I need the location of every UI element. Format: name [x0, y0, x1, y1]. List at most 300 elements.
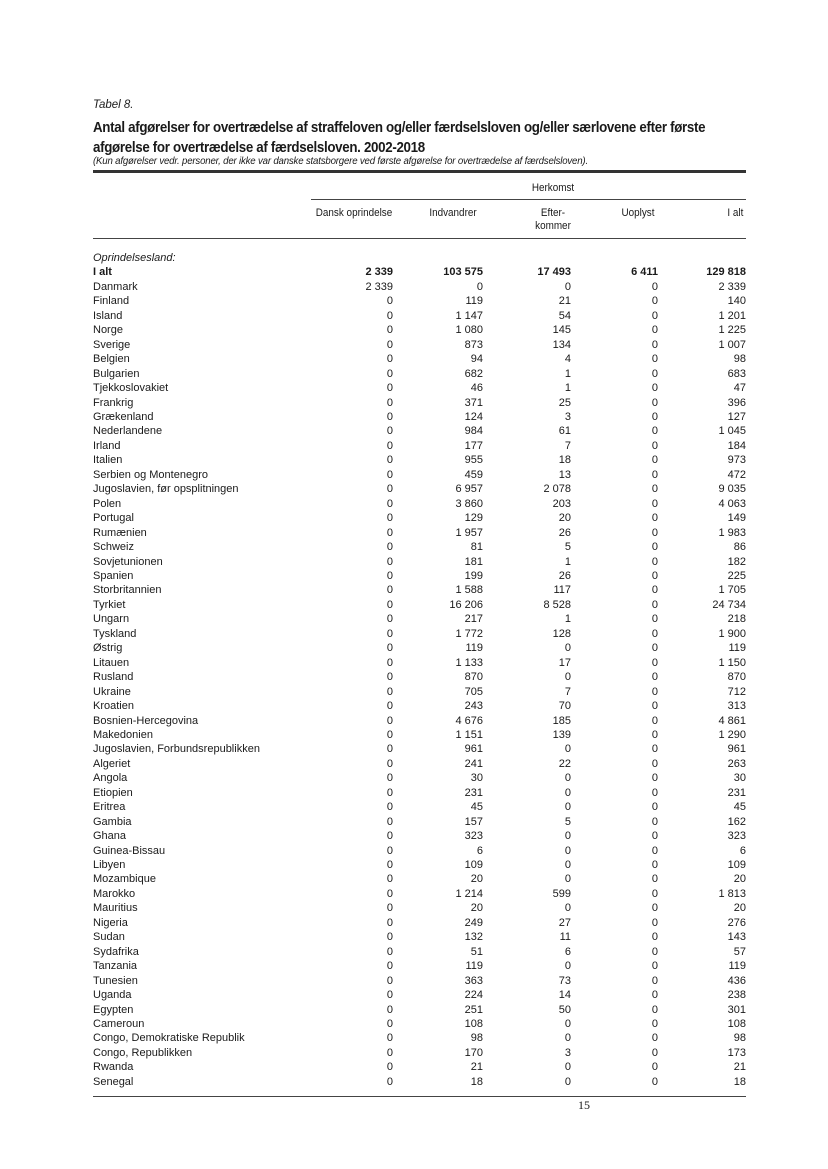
- table-row: [93, 714, 746, 728]
- cell-dansk-oprindelse: 0: [386, 714, 393, 727]
- country-name: Frankrig: [93, 396, 134, 409]
- table-row: [93, 555, 746, 569]
- cell-indvandrer: 46: [470, 382, 483, 395]
- cell-indvandrer: 94: [470, 353, 483, 366]
- cell-uoplyst: 0: [651, 743, 658, 756]
- data-table: [93, 251, 746, 1089]
- cell-efterkommer: 17 493: [537, 266, 571, 279]
- cell-indvandrer: 20: [470, 902, 483, 915]
- cell-i-alt: 109: [727, 859, 746, 872]
- cell-i-alt: 149: [727, 512, 746, 525]
- cell-dansk-oprindelse: 0: [386, 324, 393, 337]
- country-name: Uganda: [93, 989, 132, 1002]
- country-name: Litauen: [93, 656, 130, 669]
- country-name: Jugoslavien, før opsplitningen: [93, 483, 239, 496]
- country-name: Polen: [93, 497, 122, 510]
- cell-indvandrer: 371: [464, 396, 483, 409]
- table-row: [93, 410, 746, 424]
- cell-efterkommer: 0: [564, 786, 571, 799]
- table-row: [93, 439, 746, 453]
- top-rule: [93, 170, 746, 173]
- cell-dansk-oprindelse: 0: [386, 338, 393, 351]
- cell-i-alt: 301: [727, 1003, 746, 1016]
- country-name: Angola: [93, 772, 128, 785]
- cell-efterkommer: 61: [558, 425, 571, 438]
- cell-indvandrer: 124: [464, 410, 483, 423]
- cell-efterkommer: 0: [564, 1061, 571, 1074]
- cell-indvandrer: 51: [470, 945, 483, 958]
- cell-dansk-oprindelse: 0: [386, 483, 393, 496]
- cell-uoplyst: 0: [651, 757, 658, 770]
- country-name: Marokko: [93, 887, 136, 900]
- cell-i-alt: 127: [727, 410, 746, 423]
- cell-efterkommer: 20: [558, 512, 571, 525]
- cell-dansk-oprindelse: 0: [386, 1061, 393, 1074]
- table-row: [93, 901, 746, 915]
- table-row: [93, 800, 746, 814]
- table-row: [93, 1031, 746, 1045]
- cell-uoplyst: 0: [651, 945, 658, 958]
- table-row: [93, 280, 746, 294]
- cell-indvandrer: 961: [464, 743, 483, 756]
- cell-uoplyst: 0: [651, 627, 658, 640]
- cell-efterkommer: 0: [564, 801, 571, 814]
- cell-dansk-oprindelse: 0: [386, 1046, 393, 1059]
- cell-dansk-oprindelse: 0: [386, 541, 393, 554]
- cell-uoplyst: 0: [651, 960, 658, 973]
- cell-efterkommer: 4: [564, 353, 571, 366]
- country-name: Sudan: [93, 931, 125, 944]
- cell-dansk-oprindelse: 0: [386, 887, 393, 900]
- cell-dansk-oprindelse: 0: [386, 700, 393, 713]
- cell-i-alt: 108: [727, 1018, 746, 1031]
- cell-uoplyst: 0: [651, 569, 658, 582]
- country-name: Tanzania: [93, 960, 138, 973]
- cell-i-alt: 98: [733, 353, 746, 366]
- cell-i-alt: 4 861: [718, 714, 746, 727]
- cell-uoplyst: 0: [651, 801, 658, 814]
- cell-dansk-oprindelse: 0: [386, 830, 393, 843]
- country-name: Tjekkoslovakiet: [93, 382, 169, 395]
- cell-dansk-oprindelse: 0: [386, 1018, 393, 1031]
- cell-i-alt: 1 150: [718, 656, 746, 669]
- cell-uoplyst: 0: [651, 1003, 658, 1016]
- cell-uoplyst: 0: [651, 815, 658, 828]
- cell-i-alt: 184: [727, 439, 746, 452]
- table-row: [93, 569, 746, 583]
- country-name: Rwanda: [93, 1061, 134, 1074]
- cell-uoplyst: 0: [651, 656, 658, 669]
- table-row: [93, 742, 746, 756]
- cell-uoplyst: 0: [651, 887, 658, 900]
- section-row: [93, 251, 746, 265]
- country-name: Bosnien-Hercegovina: [93, 714, 199, 727]
- cell-efterkommer: 3: [564, 1046, 571, 1059]
- country-name: Rusland: [93, 671, 134, 684]
- cell-uoplyst: 0: [651, 931, 658, 944]
- cell-indvandrer: 705: [464, 685, 483, 698]
- cell-indvandrer: 81: [470, 541, 483, 554]
- country-name: Libyen: [93, 859, 126, 872]
- table-row: [93, 482, 746, 496]
- group-header-herkomst: Herkomst: [531, 182, 575, 194]
- country-name: Tunesien: [93, 974, 138, 987]
- cell-dansk-oprindelse: 0: [386, 526, 393, 539]
- cell-i-alt: 20: [733, 873, 746, 886]
- cell-dansk-oprindelse: 0: [386, 627, 393, 640]
- cell-efterkommer: 0: [564, 671, 571, 684]
- cell-uoplyst: 0: [651, 859, 658, 872]
- cell-uoplyst: 0: [651, 873, 658, 886]
- cell-indvandrer: 45: [470, 801, 483, 814]
- cell-i-alt: 140: [727, 295, 746, 308]
- column-header-i-alt: I alt: [727, 207, 744, 219]
- cell-uoplyst: 0: [651, 1061, 658, 1074]
- table-row: [93, 656, 746, 670]
- table-row: [93, 844, 746, 858]
- cell-efterkommer: 13: [558, 468, 571, 481]
- cell-indvandrer: 170: [464, 1046, 483, 1059]
- table-row: [93, 526, 746, 540]
- cell-i-alt: 119: [728, 960, 746, 973]
- column-header-dansk: Dansk oprindelse: [315, 207, 393, 219]
- cell-efterkommer: 26: [558, 569, 571, 582]
- cell-i-alt: 6: [739, 844, 746, 857]
- cell-uoplyst: 0: [651, 555, 658, 568]
- cell-indvandrer: 6 957: [455, 483, 483, 496]
- cell-dansk-oprindelse: 0: [386, 613, 393, 626]
- cell-indvandrer: 241: [464, 757, 483, 770]
- cell-efterkommer: 18: [558, 454, 571, 467]
- country-name: Spanien: [93, 569, 134, 582]
- cell-uoplyst: 0: [651, 1075, 658, 1088]
- cell-efterkommer: 2 078: [543, 483, 571, 496]
- table-row: [93, 670, 746, 684]
- cell-dansk-oprindelse: 0: [386, 931, 393, 944]
- table-row: [93, 829, 746, 843]
- table-row: [93, 887, 746, 901]
- country-name: I alt: [93, 266, 112, 279]
- cell-efterkommer: 0: [564, 280, 571, 293]
- cell-i-alt: 47: [733, 382, 746, 395]
- table-row: [93, 728, 746, 742]
- cell-dansk-oprindelse: 0: [386, 656, 393, 669]
- cell-efterkommer: 8 528: [543, 598, 571, 611]
- country-name: Sverige: [93, 338, 131, 351]
- cell-uoplyst: 0: [651, 295, 658, 308]
- table-row: [93, 945, 746, 959]
- cell-uoplyst: 0: [651, 425, 658, 438]
- country-name: Senegal: [93, 1075, 134, 1088]
- table-row: [93, 974, 746, 988]
- table-row: [93, 815, 746, 829]
- cell-indvandrer: 955: [464, 454, 483, 467]
- cell-i-alt: 21: [733, 1061, 746, 1074]
- cell-indvandrer: 199: [464, 569, 483, 582]
- cell-indvandrer: 132: [464, 931, 483, 944]
- table-row: [93, 497, 746, 511]
- country-name: Norge: [93, 324, 123, 337]
- table-row: [93, 699, 746, 713]
- country-name: Irland: [93, 439, 121, 452]
- cell-efterkommer: 7: [564, 685, 571, 698]
- table-row: [93, 771, 746, 785]
- cell-i-alt: 18: [733, 1075, 746, 1088]
- cell-i-alt: 712: [727, 685, 746, 698]
- cell-dansk-oprindelse: 0: [386, 555, 393, 568]
- cell-dansk-oprindelse: 0: [386, 295, 393, 308]
- cell-efterkommer: 3: [564, 410, 571, 423]
- cell-uoplyst: 0: [651, 1032, 658, 1045]
- cell-uoplyst: 0: [651, 512, 658, 525]
- cell-i-alt: 218: [727, 613, 746, 626]
- country-name: Kroatien: [93, 700, 134, 713]
- cell-i-alt: 870: [727, 671, 746, 684]
- cell-indvandrer: 873: [464, 338, 483, 351]
- cell-i-alt: 1 045: [718, 425, 746, 438]
- table-row: [93, 959, 746, 973]
- country-name: Storbritannien: [93, 584, 162, 597]
- cell-i-alt: 4 063: [718, 497, 746, 510]
- country-name: Bulgarien: [93, 367, 140, 380]
- table-label: Tabel 8.: [93, 99, 134, 111]
- cell-indvandrer: 98: [470, 1032, 483, 1045]
- table-row: [93, 1003, 746, 1017]
- country-name: Grækenland: [93, 410, 154, 423]
- table-row: [93, 294, 746, 308]
- cell-indvandrer: 3 860: [455, 497, 483, 510]
- cell-dansk-oprindelse: 0: [386, 685, 393, 698]
- cell-uoplyst: 0: [651, 844, 658, 857]
- cell-efterkommer: 25: [558, 396, 571, 409]
- cell-i-alt: 1 705: [718, 584, 746, 597]
- cell-i-alt: 86: [733, 541, 746, 554]
- cell-i-alt: 436: [727, 974, 746, 987]
- cell-uoplyst: 0: [651, 671, 658, 684]
- cell-efterkommer: 1: [564, 613, 571, 626]
- country-name: Mauritius: [93, 902, 138, 915]
- cell-efterkommer: 0: [564, 1018, 571, 1031]
- cell-i-alt: 182: [727, 555, 746, 568]
- cell-indvandrer: 119: [465, 642, 483, 655]
- table-title: Antal afgørelser for overtrædelse af straffeloven og/eller færdselsloven og/eller særlovene efter første afgørelse for overtrædelse af færdselsloven. 2002-2018: [93, 120, 706, 156]
- table-row: [93, 424, 746, 438]
- table-row: [93, 757, 746, 771]
- country-name: Island: [93, 309, 123, 322]
- cell-dansk-oprindelse: 2 339: [365, 280, 393, 293]
- cell-i-alt: 1 813: [718, 887, 746, 900]
- cell-i-alt: 323: [727, 830, 746, 843]
- cell-indvandrer: 18: [470, 1075, 483, 1088]
- cell-dansk-oprindelse: 0: [386, 989, 393, 1002]
- cell-indvandrer: 103 575: [443, 266, 483, 279]
- country-name: Belgien: [93, 353, 130, 366]
- cell-indvandrer: 109: [464, 859, 483, 872]
- cell-indvandrer: 1 080: [455, 324, 483, 337]
- cell-uoplyst: 0: [651, 396, 658, 409]
- cell-indvandrer: 20: [470, 873, 483, 886]
- table-row: [93, 1075, 746, 1089]
- cell-dansk-oprindelse: 0: [386, 367, 393, 380]
- country-name: Nigeria: [93, 916, 128, 929]
- cell-i-alt: 238: [727, 989, 746, 1002]
- cell-dansk-oprindelse: 0: [386, 382, 393, 395]
- cell-uoplyst: 0: [651, 454, 658, 467]
- cell-uoplyst: 0: [651, 584, 658, 597]
- cell-i-alt: 57: [733, 945, 746, 958]
- table-row: [93, 1017, 746, 1031]
- cell-i-alt: 1 900: [718, 627, 746, 640]
- cell-uoplyst: 0: [651, 541, 658, 554]
- table-row: [93, 511, 746, 525]
- table-row: [93, 916, 746, 930]
- cell-indvandrer: 323: [464, 830, 483, 843]
- table-row: [93, 1060, 746, 1074]
- cell-dansk-oprindelse: 0: [386, 497, 393, 510]
- cell-uoplyst: 0: [651, 830, 658, 843]
- cell-uoplyst: 0: [651, 353, 658, 366]
- cell-efterkommer: 11: [559, 931, 571, 944]
- table-row: [93, 786, 746, 800]
- group-header-rule: [311, 199, 746, 200]
- cell-dansk-oprindelse: 0: [386, 1003, 393, 1016]
- cell-dansk-oprindelse: 0: [386, 801, 393, 814]
- header-bottom-rule: [93, 238, 746, 239]
- cell-efterkommer: 0: [564, 859, 571, 872]
- cell-uoplyst: 0: [651, 613, 658, 626]
- cell-i-alt: 396: [727, 396, 746, 409]
- cell-dansk-oprindelse: 2 339: [365, 266, 393, 279]
- country-name: Etiopien: [93, 786, 133, 799]
- bottom-rule: [93, 1096, 746, 1097]
- country-name: Sovjetunionen: [93, 555, 163, 568]
- country-name: Serbien og Montenegro: [93, 468, 208, 481]
- cell-efterkommer: 203: [552, 497, 571, 510]
- table-row: [93, 540, 746, 554]
- cell-indvandrer: 1 214: [455, 887, 483, 900]
- column-header-uoplyst: Uoplyst: [621, 207, 655, 219]
- cell-i-alt: 24 734: [712, 598, 746, 611]
- cell-uoplyst: 0: [651, 642, 658, 655]
- cell-efterkommer: 27: [558, 916, 571, 929]
- country-name: Tyskland: [93, 627, 137, 640]
- table-row: [93, 468, 746, 482]
- cell-dansk-oprindelse: 0: [386, 598, 393, 611]
- cell-i-alt: 276: [727, 916, 746, 929]
- cell-i-alt: 1 007: [718, 338, 746, 351]
- country-name: Ghana: [93, 830, 127, 843]
- cell-uoplyst: 0: [651, 483, 658, 496]
- cell-indvandrer: 243: [464, 700, 483, 713]
- page-number: 15: [578, 1098, 590, 1112]
- cell-dansk-oprindelse: 0: [386, 859, 393, 872]
- cell-efterkommer: 21: [558, 295, 571, 308]
- table-row: [93, 612, 746, 626]
- cell-efterkommer: 0: [564, 1032, 571, 1045]
- cell-uoplyst: 0: [651, 598, 658, 611]
- cell-efterkommer: 6: [564, 945, 571, 958]
- table-row: [93, 352, 746, 366]
- cell-i-alt: 98: [733, 1032, 746, 1045]
- column-header-efterkommer: Efter- kommer: [535, 207, 571, 232]
- cell-dansk-oprindelse: 0: [386, 873, 393, 886]
- cell-dansk-oprindelse: 0: [386, 454, 393, 467]
- cell-dansk-oprindelse: 0: [386, 671, 393, 684]
- table-row: [93, 338, 746, 352]
- country-name: Italien: [93, 454, 123, 467]
- cell-indvandrer: 119: [465, 960, 483, 973]
- table-row: [93, 872, 746, 886]
- table-row: [93, 641, 746, 655]
- cell-efterkommer: 50: [558, 1003, 571, 1016]
- cell-dansk-oprindelse: 0: [386, 815, 393, 828]
- cell-dansk-oprindelse: 0: [386, 757, 393, 770]
- table-row: [93, 988, 746, 1002]
- cell-indvandrer: 4 676: [455, 714, 483, 727]
- cell-efterkommer: 54: [558, 309, 571, 322]
- cell-efterkommer: 73: [558, 974, 571, 987]
- cell-dansk-oprindelse: 0: [386, 916, 393, 929]
- cell-dansk-oprindelse: 0: [386, 743, 393, 756]
- cell-uoplyst: 0: [651, 497, 658, 510]
- cell-i-alt: 119: [728, 642, 746, 655]
- cell-dansk-oprindelse: 0: [386, 902, 393, 915]
- cell-i-alt: 1 290: [718, 728, 746, 741]
- country-name: Congo, Demokratiske Republik: [93, 1032, 245, 1045]
- cell-indvandrer: 984: [464, 425, 483, 438]
- cell-efterkommer: 139: [552, 728, 571, 741]
- cell-i-alt: 973: [727, 454, 746, 467]
- cell-i-alt: 231: [727, 786, 746, 799]
- country-name: Tyrkiet: [93, 598, 126, 611]
- cell-efterkommer: 145: [552, 324, 571, 337]
- country-name: Algeriet: [93, 757, 131, 770]
- table-row: [93, 685, 746, 699]
- country-name: Nederlandene: [93, 425, 163, 438]
- country-name: Makedonien: [93, 728, 153, 741]
- cell-dansk-oprindelse: 0: [386, 960, 393, 973]
- cell-indvandrer: 682: [464, 367, 483, 380]
- cell-i-alt: 143: [727, 931, 746, 944]
- cell-efterkommer: 0: [564, 830, 571, 843]
- cell-i-alt: 9 035: [718, 483, 746, 496]
- cell-indvandrer: 1 588: [455, 584, 483, 597]
- table-row: [93, 1046, 746, 1060]
- cell-dansk-oprindelse: 0: [386, 844, 393, 857]
- cell-dansk-oprindelse: 0: [386, 439, 393, 452]
- cell-uoplyst: 0: [651, 526, 658, 539]
- cell-efterkommer: 117: [553, 584, 571, 597]
- country-name: Eritrea: [93, 801, 126, 814]
- cell-efterkommer: 0: [564, 902, 571, 915]
- cell-indvandrer: 177: [464, 439, 483, 452]
- cell-dansk-oprindelse: 0: [386, 353, 393, 366]
- section-label: Oprindelsesland:: [93, 252, 176, 264]
- country-name: Finland: [93, 295, 130, 308]
- table-row: [93, 930, 746, 944]
- cell-indvandrer: 870: [464, 671, 483, 684]
- cell-i-alt: 2 339: [718, 280, 746, 293]
- cell-uoplyst: 0: [651, 1018, 658, 1031]
- cell-efterkommer: 14: [558, 989, 571, 1002]
- table-row: [93, 367, 746, 381]
- country-name: Ukraine: [93, 685, 131, 698]
- cell-efterkommer: 0: [564, 960, 571, 973]
- cell-indvandrer: 459: [464, 468, 483, 481]
- cell-indvandrer: 16 206: [449, 598, 483, 611]
- cell-indvandrer: 224: [464, 989, 483, 1002]
- cell-efterkommer: 134: [552, 338, 571, 351]
